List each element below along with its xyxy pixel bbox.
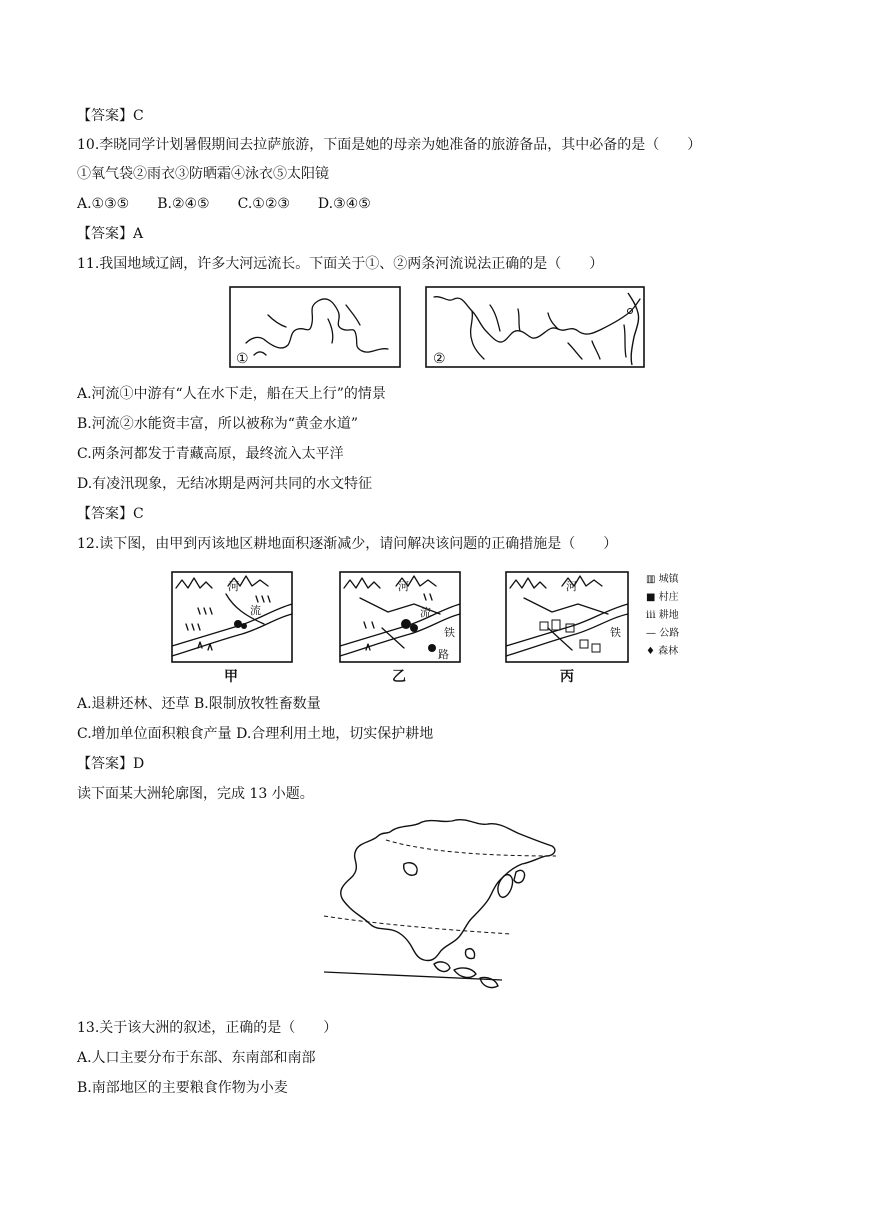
land-map-jia: [172, 572, 292, 662]
continent-outline-figure: [316, 812, 564, 1008]
question-13: 13.关于该大洲的叙述，正确的是（ ）: [77, 1020, 338, 1036]
land-map-yi: [340, 572, 460, 662]
village-icon: ■: [646, 592, 656, 603]
question-10: 10.李晓同学计划暑假期间去拉萨旅游，下面是她的母亲为她准备的旅游备品，其中必备的是（ ）: [77, 137, 702, 153]
question-10-items: ①氧气袋②雨衣③防晒霜④泳衣⑤太阳镜: [77, 166, 329, 182]
map-label-rail-a: 铁: [444, 626, 455, 639]
map-caption-yi: 乙: [392, 669, 406, 685]
map-label-rail-b: 路: [438, 648, 449, 661]
river-map-2: [426, 287, 644, 367]
river-label-1: ①: [236, 351, 249, 367]
map-label-rail-a: 铁: [610, 626, 621, 639]
question-11-option-d: D.有凌汛现象，无结冰期是两河共同的水文特征: [77, 476, 373, 492]
map-label-river-a: 河: [228, 580, 239, 593]
river-label-2: ②: [433, 351, 446, 367]
legend-label: 城镇: [658, 574, 679, 585]
map-label-river-b: 流: [250, 604, 261, 617]
legend-item-road: [646, 624, 679, 639]
legend-item-village: [646, 588, 679, 603]
question-11: 11.我国地域辽阔，许多大河远流长。下面关于①、②两条河流说法正确的是（ ）: [77, 256, 604, 272]
question-11-option-c: C.两条河都发于青藏高原，最终流入太平洋: [77, 446, 344, 462]
question-13-intro: 读下面某大洲轮廓图，完成 13 小题。: [77, 786, 314, 802]
legend-item-forest: [646, 642, 678, 657]
question-13-option-b: B.南部地区的主要粮食作物为小麦: [77, 1080, 288, 1096]
answer-line: 【答案】C: [77, 108, 144, 124]
land-map-bing: [506, 572, 628, 662]
land-use-figure: [168, 568, 708, 688]
road-icon: —: [646, 628, 656, 639]
question-11-option-a: A.河流①中游有“人在水下走，船在天上行”的情景: [77, 386, 386, 402]
legend-item-town: [646, 570, 679, 585]
farmland-icon: ⅲ: [646, 610, 656, 621]
legend-label: 耕地: [658, 610, 679, 621]
legend-label: 公路: [659, 628, 680, 639]
question-11-option-b: B.河流②水能资丰富，所以被称为“黄金水道”: [77, 416, 359, 432]
map-caption-jia: 甲: [224, 669, 238, 685]
question-12-options-ab: A.退耕还林、还草 B.限制放牧牲畜数量: [77, 696, 321, 712]
river-maps-figure: [228, 285, 648, 373]
map-caption-bing: 丙: [560, 669, 574, 685]
answer-line: 【答案】A: [77, 226, 144, 242]
answer-line: 【答案】D: [77, 756, 145, 772]
map-label-river-b: 流: [420, 606, 431, 619]
question-10-options: A.①③⑤ B.②④⑤ C.①②③ D.③④⑤: [77, 196, 371, 212]
question-12-options-cd: C.增加单位面积粮食产量 D.合理利用土地，切实保护耕地: [77, 726, 434, 742]
question-13-option-a: A.人口主要分布于东部、东南部和南部: [77, 1050, 316, 1066]
river-map-1: [230, 287, 400, 367]
answer-line: 【答案】C: [77, 506, 144, 522]
map-label-river-a: 河: [398, 580, 409, 593]
legend-label: 村庄: [658, 592, 679, 603]
map-label-river-a: 河: [566, 580, 577, 593]
forest-icon: ♦: [646, 646, 655, 657]
legend-label: 森林: [658, 646, 679, 657]
town-icon: ▥: [646, 574, 656, 585]
question-12: 12.读下图，由甲到丙该地区耕地面积逐渐减少，请问解决该问题的正确措施是（ ）: [77, 536, 618, 552]
legend-item-farmland: [646, 606, 679, 621]
